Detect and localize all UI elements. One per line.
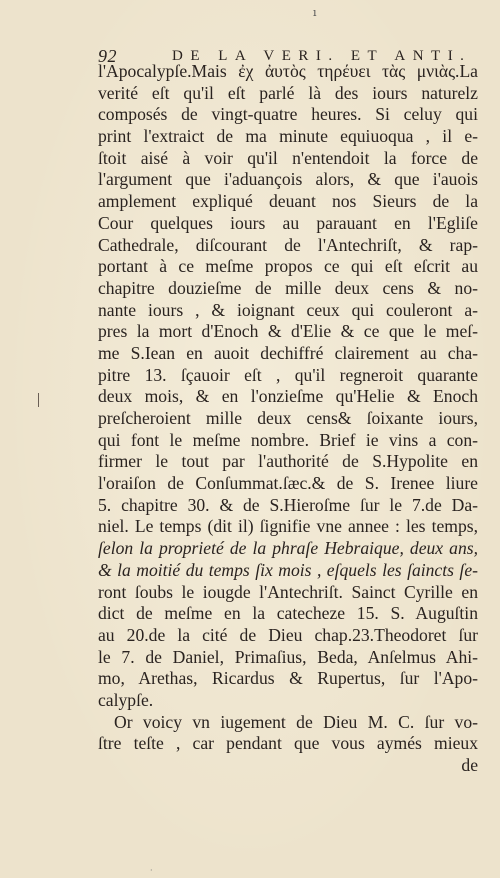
text-line: preſcheroient mille deux cens& ſoixante iours, [98,408,478,428]
text-line: chapitre douzieſme de mille deux cens & no- [98,277,478,298]
text-line: ſtre teſte , car pendant que vous aymés mieux [98,733,478,754]
text-line: deux mois, & en l'onzieſme qu'Helie & Enoch [98,386,478,407]
text-line: print l'extraict de ma minute equiuoqua , il e- [98,126,478,147]
text-line: dict de meſme en la catecheze 15. S. Auguſtin [98,603,478,624]
text-line: mo, Arethas, Ricardus & Rupertus, ſur l'Apo- [98,668,478,689]
margin-ink-mark [38,393,39,407]
text-line: nante iours , & ioignant ceux qui couleront a- [98,299,478,320]
text-line: portant à ce meſme propos ce qui eſt eſcrit au [98,256,478,277]
text-line: me S.Iean en auoit dechiffré clairement au cha- [98,342,478,363]
text-line: l'oraiſon de Conſummat.ſæc.& de S. Irenee liure [98,473,478,494]
text-line: composés de vingt-quatre heures. Si celuy qui [98,104,478,125]
body-text [98,61,478,777]
top-ink-mark: ı [313,6,317,19]
text-line: ſtoit aisé à voir qu'il n'entendoit la force de [98,147,478,168]
text-line: niel. Le temps (dit il) ſignifie vne annee : les temps, [98,516,478,537]
text-line: 5. chapitre 30. & de S.Hieroſme ſur le 7.de Da- [98,494,478,515]
text-line: firmer le tout par l'authorité de S.Hypolite en [98,451,478,472]
text-line: le 7. de Daniel, Primaſius, Beda, Anſelmus Ahi- [98,646,478,667]
text-line: l'Apocalypſe.Mais ἐχ ἀυτὸς τηρέυει τὰς μνιὰς.La [98,61,478,81]
quotation-line: & la moitié du temps ſix mois , eſquels les ſaincts ſe- [98,559,478,580]
text-line: Cathedrale, diſcourant de l'Antechriſt, & rap- [98,234,478,255]
text-line: pitre 13. ſçauoir eſt , qu'il regneroit quarante [98,364,478,385]
text-line: amplement expliqué deuant nos Sieurs de la [98,191,478,212]
paragraph-start-line: Or voicy vn iugement de Dieu M. C. ſur vo- [114,711,478,732]
page-number: 92 [98,46,117,66]
text-line: verité eſt qu'il eſt parlé là des iours naturelz [98,82,478,103]
running-title: DE LA VERI. ET ANTI. [172,48,472,64]
text-line: pres la mort d'Enoch & d'Elie & ce que le meſ- [98,321,478,342]
bottom-ink-mark: · [150,866,153,875]
text-line: qui font le meſme nombre. Brief ie vins a con- [98,429,478,450]
text-line: au 20.de la cité de Dieu chap.23.Theodoret ſur [98,624,478,645]
text-line: ront ſoubs le iougde l'Antechriſt. Sainct Cyrille en [98,581,478,602]
text-line: Cour quelques iours au parauant en l'Egliſe [98,212,478,233]
catchword: de [461,755,478,775]
text-line: calypſe. [98,689,154,710]
quotation-line: ſelon la proprieté de la phraſe Hebraique, deux ans, [98,538,478,559]
text-line: l'argument que i'aduançois alors, & que i'auois [98,169,478,190]
